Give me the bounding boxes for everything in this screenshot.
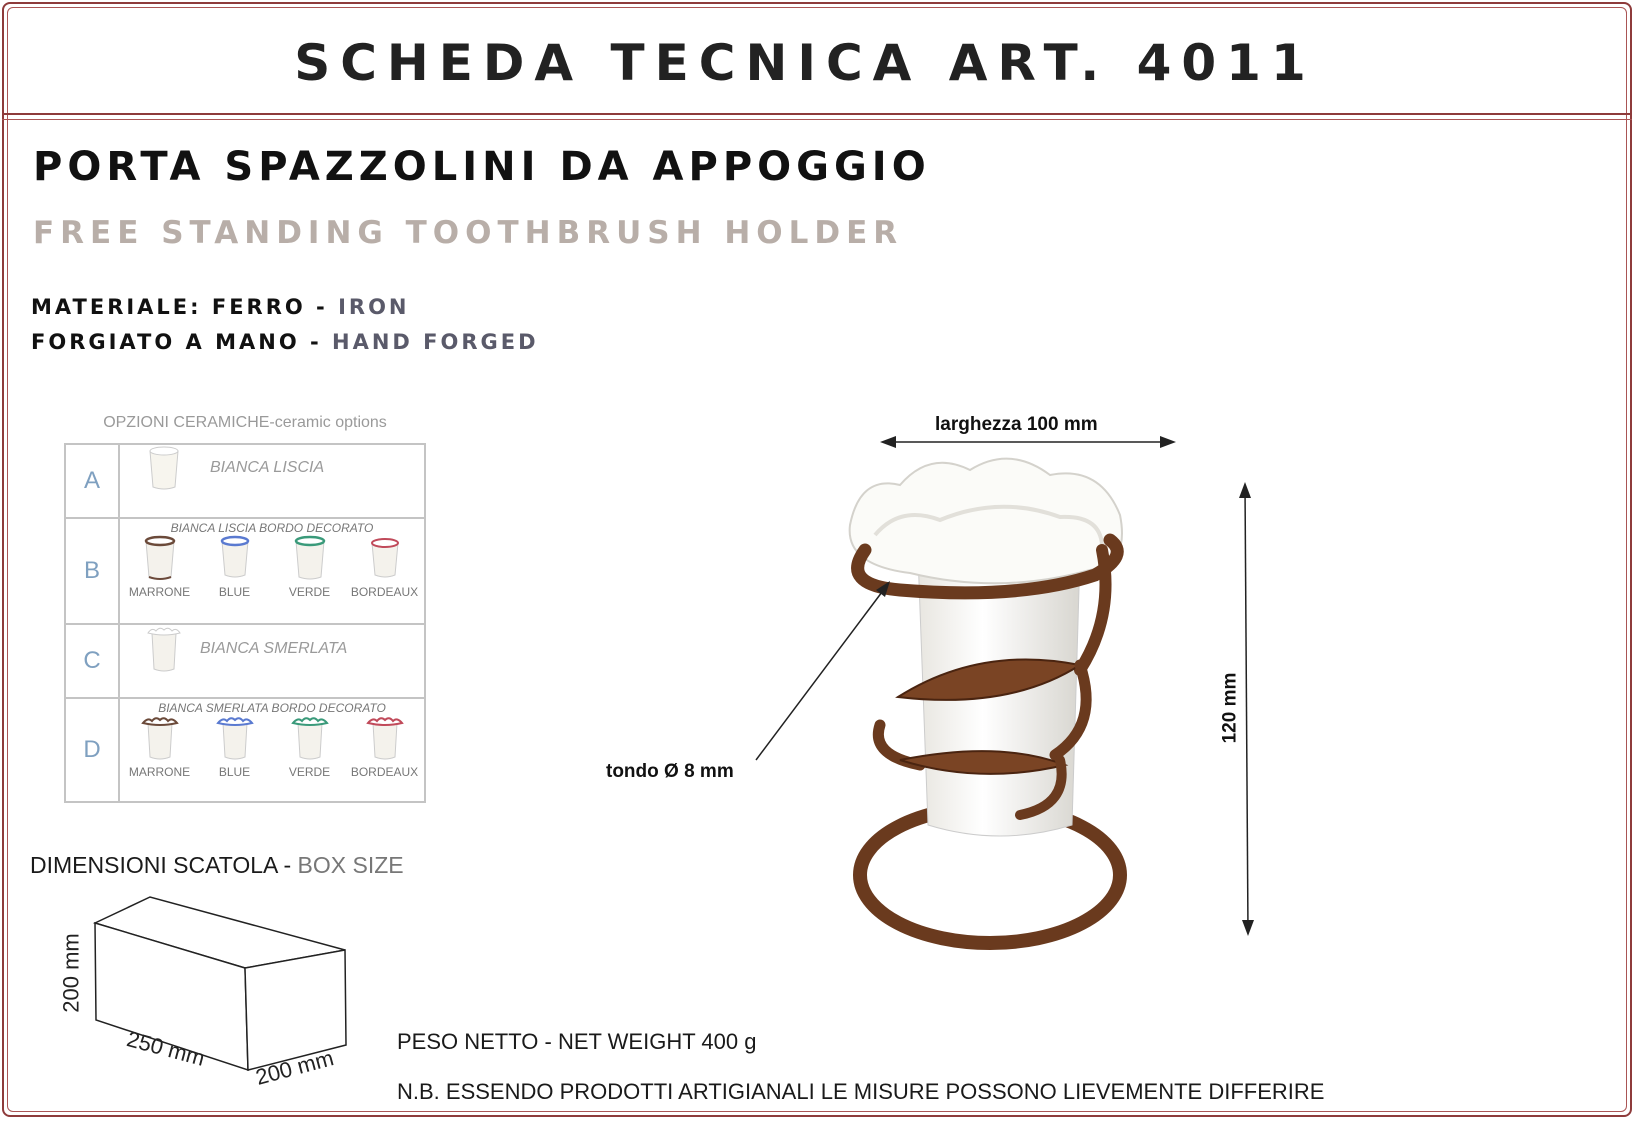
net-weight: PESO NETTO - NET WEIGHT 400 g	[397, 1029, 757, 1054]
variant-list	[120, 535, 424, 599]
green-scalloped-cup-icon	[291, 715, 329, 761]
variant-blue: BLUE	[199, 535, 271, 599]
variant-bordeaux: BORDEAUX	[349, 535, 421, 599]
rod-dimension: tondo Ø 8 mm	[606, 761, 734, 782]
green-rim-cup-icon	[292, 535, 328, 581]
ceramic-options-title: OPZIONI CERAMICHE-ceramic options	[103, 414, 387, 431]
option-row-b	[65, 518, 425, 624]
option-row-c	[65, 624, 425, 698]
bordeaux-rim-cup-icon	[367, 535, 403, 581]
brown-rim-cup-icon	[142, 535, 178, 581]
variant-blue: BLUE	[199, 715, 271, 779]
box-height-label: 200 mm	[58, 933, 84, 1013]
variant-verde: VERDE	[274, 715, 346, 779]
box-length-label: 250 mm	[124, 1026, 208, 1071]
blue-scalloped-cup-icon	[216, 715, 254, 761]
blue-rim-cup-icon	[217, 535, 253, 581]
scalloped-cup-icon	[146, 625, 182, 673]
option-row-a	[65, 444, 425, 518]
option-letter: A	[65, 444, 119, 518]
option-label: BIANCA SMERLATA	[200, 640, 348, 657]
option-header: BIANCA LISCIA BORDO DECORATO	[170, 521, 374, 535]
handmade-note: N.B. ESSENDO PRODOTTI ARTIGIANALI LE MISURE POSSONO LIEVEMENTE DIFFERIRE	[397, 1079, 1325, 1104]
option-header: BIANCA SMERLATA BORDO DECORATO	[158, 701, 386, 715]
variant-bordeaux: BORDEAUX	[349, 715, 421, 779]
plain-cup-icon	[146, 445, 182, 491]
height-dimension: 120 mm	[1219, 672, 1241, 744]
product-image	[840, 455, 1180, 975]
option-letter: D	[65, 698, 119, 802]
variant-list	[120, 715, 424, 779]
option-letter: B	[65, 518, 119, 624]
option-row-d	[65, 698, 425, 802]
ceramic-options-table	[64, 443, 426, 803]
option-label: BIANCA LISCIA	[210, 459, 325, 476]
box-depth-label: 200 mm	[252, 1045, 337, 1090]
forged-line: FORGIATO A MANO - HAND FORGED	[31, 330, 539, 354]
variant-marrone: MARRONE	[124, 535, 196, 599]
option-letter: C	[65, 624, 119, 698]
header-divider-thin	[2, 119, 1632, 120]
product-name-it: PORTA SPAZZOLINI DA APPOGGIO	[33, 144, 931, 190]
product-name-en: FREE STANDING TOOTHBRUSH HOLDER	[33, 215, 904, 251]
bordeaux-scalloped-cup-icon	[366, 715, 404, 761]
header-divider	[2, 113, 1632, 115]
variant-verde: VERDE	[274, 535, 346, 599]
box-size-title: DIMENSIONI SCATOLA - BOX SIZE	[30, 852, 404, 878]
width-dimension: larghezza 100 mm	[935, 414, 1098, 435]
variant-marrone: MARRONE	[124, 715, 196, 779]
brown-scalloped-cup-icon	[141, 715, 179, 761]
sheet-title: SCHEDA TECNICA ART. 4011	[294, 34, 1316, 92]
material-line: MATERIALE: FERRO - IRON	[31, 295, 410, 319]
